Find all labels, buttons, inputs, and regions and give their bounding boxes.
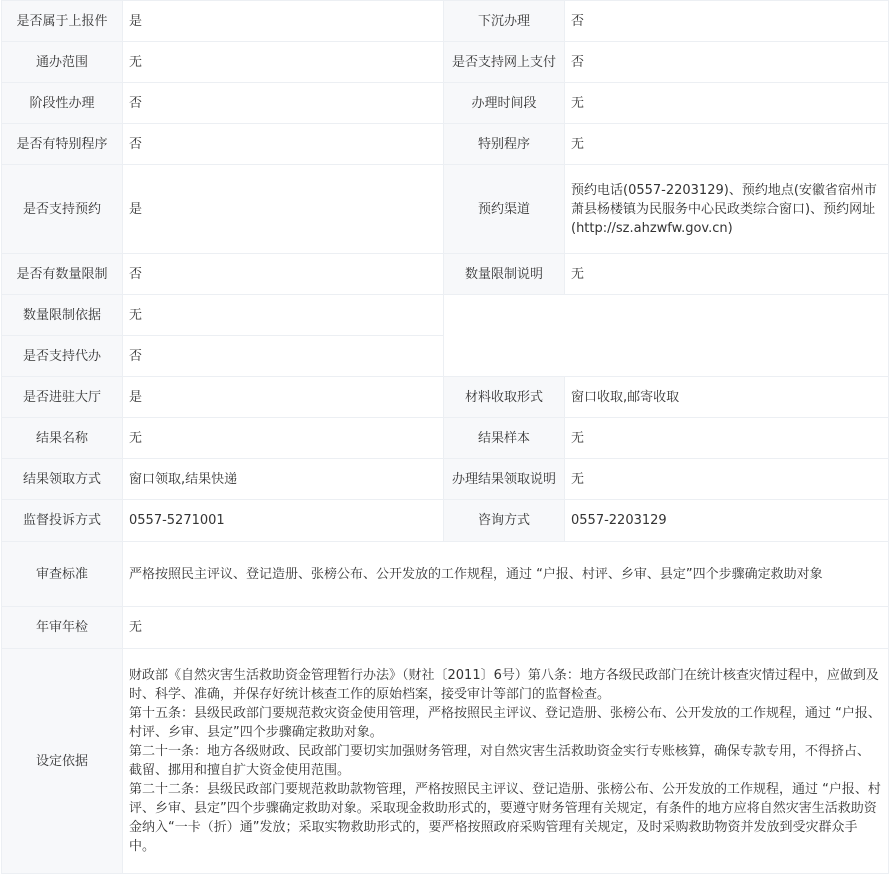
label-cell: 办理结果领取说明 xyxy=(444,459,565,500)
label-cell: 特别程序 xyxy=(444,124,565,165)
table-row xyxy=(2,1,889,42)
label-cell: 是否支持预约 xyxy=(2,165,123,254)
value-cell: 无 xyxy=(565,83,889,124)
table-row xyxy=(2,42,889,83)
label-cell: 结果名称 xyxy=(2,418,123,459)
consult-phone-cell: 0557-2203129 xyxy=(565,500,889,542)
table-row xyxy=(2,418,889,459)
table-row xyxy=(2,542,889,607)
label-cell: 是否支持代办 xyxy=(2,336,123,377)
label-cell: 数量限制依据 xyxy=(2,295,123,336)
complaint-phone-cell: 0557-5271001 xyxy=(123,500,444,542)
label-cell: 是否有特别程序 xyxy=(2,124,123,165)
label-cell: 是否进驻大厅 xyxy=(2,377,123,418)
label-cell: 监督投诉方式 xyxy=(2,500,123,542)
value-cell: 无 xyxy=(123,607,889,649)
label-cell: 预约渠道 xyxy=(444,165,565,254)
value-cell: 是 xyxy=(123,165,444,254)
label-cell: 结果领取方式 xyxy=(2,459,123,500)
value-cell: 无 xyxy=(565,124,889,165)
value-cell: 否 xyxy=(565,42,889,83)
table-row xyxy=(2,83,889,124)
label-cell: 年审年检 xyxy=(2,607,123,649)
legal-basis-paragraph: 第二十二条：县级民政部门要规范救助款物管理，严格按照民主评议、登记造册、张榜公布、公开发放的工作规程，通过 “户报、村评、乡审、县定”四个步骤确定救助对象。采取现金救助形式的，要遵守财务管理有关规定，有条件的地方应将自然灾害生活救助资金纳入“一卡（折）通”发放；采取实物救助形式的，要严格按照政府采购管理有关规定，及时采购救助物资并发放到受灾群众手中。 xyxy=(129,782,881,854)
table-row xyxy=(2,500,889,542)
legal-basis-paragraph: 第十五条：县级民政部门要规范救灾资金使用管理，严格按照民主评议、登记造册、张榜公布、公开发放的工作规程，通过 “户报、村评、乡审、县定”四个步骤确定救助对象。 xyxy=(129,706,881,740)
table-row xyxy=(2,459,889,500)
table-row xyxy=(2,607,889,649)
label-cell: 咨询方式 xyxy=(444,500,565,542)
label-cell: 数量限制说明 xyxy=(444,254,565,295)
table-row xyxy=(2,165,889,254)
value-cell: 否 xyxy=(123,254,444,295)
value-cell: 否 xyxy=(123,336,444,377)
label-cell: 办理时间段 xyxy=(444,83,565,124)
value-cell: 无 xyxy=(565,254,889,295)
value-cell: 否 xyxy=(565,1,889,42)
value-cell: 无 xyxy=(123,418,444,459)
booking-channel-cell: 预约电话(0557-2203129)、预约地点(安徽省宿州市萧县杨楼镇为民服务中心民政类综合窗口)、预约网址(http://sz.ahzwfw.gov.cn) xyxy=(565,165,889,254)
value-cell: 窗口收取,邮寄收取 xyxy=(565,377,889,418)
value-cell: 窗口领取,结果快递 xyxy=(123,459,444,500)
label-cell: 是否支持网上支付 xyxy=(444,42,565,83)
legal-basis-paragraph: 第二十一条：地方各级财政、民政部门要切实加强财务管理，对自然灾害生活救助资金实行专账核算，确保专款专用，不得挤占、截留、挪用和擅自扩大资金使用范围。 xyxy=(129,744,871,778)
legal-basis-cell xyxy=(123,649,889,874)
label-cell: 通办范围 xyxy=(2,42,123,83)
value-cell: 是 xyxy=(123,1,444,42)
value-cell: 无 xyxy=(123,295,444,336)
table-row xyxy=(2,124,889,165)
table-row xyxy=(2,295,889,336)
value-cell: 无 xyxy=(123,42,444,83)
table-row xyxy=(2,649,889,874)
review-standard-cell: 严格按照民主评议、登记造册、张榜公布、公开发放的工作规程，通过 “户报、村评、乡审、县定”四个步骤确定救助对象 xyxy=(123,542,889,607)
label-cell: 审查标准 xyxy=(2,542,123,607)
service-info-table xyxy=(1,0,889,874)
value-cell: 无 xyxy=(565,418,889,459)
value-cell: 否 xyxy=(123,124,444,165)
label-cell: 阶段性办理 xyxy=(2,83,123,124)
legal-basis-paragraph: 财政部《自然灾害生活救助资金管理暂行办法》（财社〔2011〕6号）第八条：地方各级民政部门在统计核查灾情过程中，应做到及时、科学、准确，并保存好统计核查工作的原始档案，接受审计等部门的监督检查。 xyxy=(129,668,879,702)
label-cell: 设定依据 xyxy=(2,649,123,874)
table-row xyxy=(2,254,889,295)
label-cell: 是否有数量限制 xyxy=(2,254,123,295)
label-cell: 是否属于上报件 xyxy=(2,1,123,42)
empty-cell xyxy=(444,295,889,377)
label-cell: 材料收取形式 xyxy=(444,377,565,418)
label-cell: 下沉办理 xyxy=(444,1,565,42)
value-cell: 无 xyxy=(565,459,889,500)
value-cell: 否 xyxy=(123,83,444,124)
table-row xyxy=(2,377,889,418)
label-cell: 结果样本 xyxy=(444,418,565,459)
value-cell: 是 xyxy=(123,377,444,418)
